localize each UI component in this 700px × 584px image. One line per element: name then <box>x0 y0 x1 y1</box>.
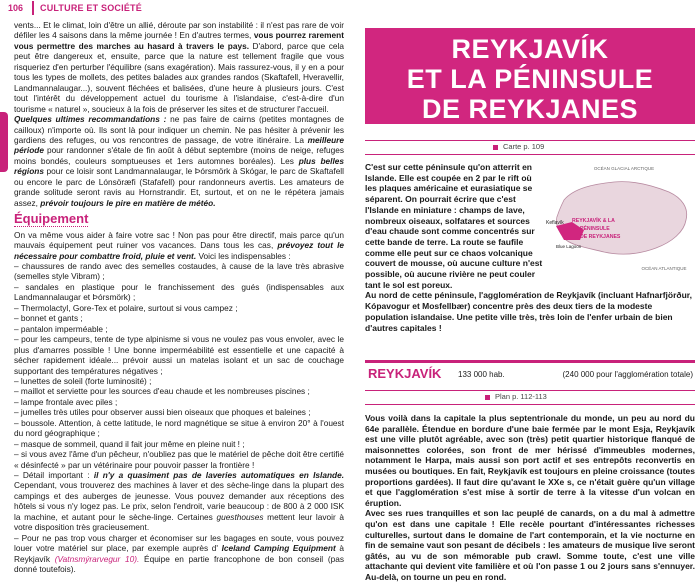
title-line-2: ET LA PÉNINSULE <box>406 64 654 94</box>
list-item: – lunettes de soleil (forte luminosité) ; <box>14 375 152 386</box>
bullet-icon <box>493 145 498 150</box>
list-item: – masque de sommeil, quand il fait jour même en pleine nuit ! ; <box>14 438 245 449</box>
left-column <box>14 20 344 575</box>
list-item: – bonnet et gants ; <box>14 313 83 324</box>
peninsule-label: PÉNINSULE <box>580 226 610 232</box>
intro-paragraph-2: Au nord de cette péninsule, l'agglomération de Reykjavík (incluant Hafnarfjörður, Kópavogur et Mosfellbær) concentre près des deux tiers de la modeste population islandaise. Une petite ville très, très loin de l'enfer urbain de bien d'autres capitales ! <box>365 290 692 333</box>
intro-paragraph-1: C'est sur cette péninsule qu'on atterrit en Islande. Elle est coupée en 2 par le rift où les plaques américaine et eurasiatique se séparent. On pourrait écrire que c'est l'Islande en miniature : champs de lave, nombreux oiseaux, solfatares et sources d'eau chaude sont comme concentrés sur cette bande de terre. La route se faufile comme elle peut sur ce chaos volcanique couvert de mousse, où aucune culture n'est possible, où aucune rivière ne peut couler tant le sol est poreux. <box>365 162 543 290</box>
city-paragraph-2: Avec ses rues tranquilles et son lac peuplé de canards, on a du mal à admettre qu'on est dans une capitale ! Elle recèle pourtant d'intéressantes richesses culturelles, surtout dans le domaine de l'art contemporain, et la vie nocturne en fin de semaine vaut son pesant de décibels : les amateurs de musique live seront gâtés, au vu de son mémorable pub crawl. Somme toute, c'est une ville attachante qui devient vite familière et où l'on passe 1 ou 2 jours sans s'ennuyer. Au-delà, on tourne un peu en rond. <box>365 508 695 582</box>
side-tab <box>0 112 8 172</box>
keflavik-label: Keflavík <box>546 220 564 226</box>
reykjavik-label: REYKJAVÍK & LA <box>572 218 615 224</box>
city-name: REYKJAVÍK <box>368 366 442 381</box>
paragraph-equipment: On va même vous aider à faire votre sac ! Non pas pour être directif, mais parce qu'un mauvais équipement peut ruiner vos vacances. Dans tous les cas, prévoyez tout le nécessaire pour combattre froid, pluie et vent. Voici les indispensables : <box>14 229 344 261</box>
list-item: – lampe frontale avec piles ; <box>14 396 118 407</box>
list-item: – maillot et serviette pour les sources d'eau chaude et les nombreuses piscines ; <box>14 386 310 397</box>
list-item: – sandales en plastique pour le franchissement des gués (indispensables aux Landmannalaugar et Þórsmörk) ; <box>14 281 344 303</box>
paragraph-recommendations: Quelques ultimes recommandations : ne pas faire de cairns (petites montagnes de cailloux) n'importe où. Ils sont là pour indiquer un chemin. Ne pas hésiter à prévenir les gardiens des refuges, ou vos rencontres de passage, de votre itinéraire. La meilleure période pour randonner s'étale de fin août à début septembre (moins de neige, refuges moins bondés, couleurs somptueuses et 1ers automnes boréales). Les plus belles régions pour ce loisir sont Landmannalaugar, le Þórsmörk à Skógar, le parc de Skaftafell ou encore le parc de Lónsöræfi (Stafafell) pour randonneurs avertis. Les amateurs de grande solitude seront ravis au Hornstrandir. Et, surtout, et on ne le répétera jamais assez, prévoir toujours le pire en matière de météo. <box>14 114 345 208</box>
list-item: – chaussures de rando avec des semelles costaudes, à cause de la lave très abrasive (semelles style Vibram) ; <box>14 260 344 282</box>
list-item: – pantalon imperméable ; <box>14 323 108 334</box>
chapter-intro <box>365 162 695 333</box>
list-item: – si vous avez l'âme d'un pêcheur, n'oubliez pas que le matériel de pêche doit être certifié « désinfecté » par un vétérinaire pour pouvoir passer la frontière ! <box>14 449 344 470</box>
plan-reference: Plan p. 112-113 <box>365 390 695 405</box>
paragraph-laundry: – Détail important : il n'y a quasiment pas de laveries automatiques en Islande. Cependant, vous trouverez des machines à laver et des sèche-linge dans la plupart des campings et des auberges de jeunesse. Vous pouvez demander aux réceptions des hôtels si vous n'y logez pas. Le prix, selon l'endroit, varie beaucoup : de 800 à 2 000 ISK la machine, et autant pour le sèche-linge. Certaines guesthouses mettent leur lavoir à votre disposition très gracieusement. <box>14 470 345 533</box>
city-description <box>365 413 695 583</box>
equipment-heading: Équipement <box>14 211 89 227</box>
header-separator <box>32 1 34 15</box>
header-rule <box>365 360 695 363</box>
blue-lagoon-label: Blue Lagoon <box>556 244 582 249</box>
list-item: – jumelles très utiles pour observer aussi bien oiseaux que phoques et baleines ; <box>14 407 311 418</box>
chapter-title <box>365 28 695 124</box>
equipment-list <box>14 261 344 470</box>
ocean-arctic-label: OCÉAN GLACIAL ARCTIQUE <box>593 166 655 171</box>
list-item: – Thermolactyl, Gore-Tex et polaire, surtout si vous campez ; <box>14 302 238 313</box>
title-line-1: REYKJAVÍK <box>451 34 609 64</box>
city-paragraph-1: Vous voilà dans la capitale la plus septentrionale du monde, un peu au nord du 64e parallèle. Étendue en bordure d'une baie fermée par le mont Esja, Reykjavík est une ville plutôt agréable, avec son (très) petit quartier historique flanqué de maisonnettes colorées, son front de mer hérissé d'immeubles modernes, notamment le Harpa, mais aussi son port actif et ses entrepôts reconvertis en musées ou boutiques. En fait, Reykjavík est toujours en pleine croissance (toutes proportions gardées). Il faut dire qu'avant le XXe s, ce n'était guère qu'un village et que l'agglomération s'est mise à sortir de terre à la vitesse d'un volcan en éruption. <box>365 413 695 508</box>
bullet-icon <box>485 395 490 400</box>
ocean-atlantic-label: OCÉAN ATLANTIQUE <box>641 266 687 271</box>
paragraph-intro: vents... Et le climat, loin d'être un allié, déroute par son instabilité : il n'est pas rare de voir défiler les 4 saisons dans la même journée ! En d'autres termes, vous pourrez rarement vous permettre des marches au hasard à travers le pays. D'abord, parce que cela peut être dangereux et, ensuite, parce que la nature est tellement fragile que vous risqueriez d'en perturber l'équilibre (sans exagération). Mais rassurez-vous, il y en a pour tous les types de mollets, des petites balades aux grandes randos (Skaftafell, Hveravellir, Landmannalaugar...), souvent fléchées et balisées, d'une heure à plusieurs jours. C'est tout l'intérêt du développement actuel du tourisme à l'islandaise, c'est-à-dire d'un tourisme « naturel », soucieux à la fois de préserver les sites et de structurer l'accueil. <box>14 20 344 114</box>
list-item: – pour les campeurs, tente de type alpinisme si vous ne voulez pas vous envoler, avec le plus d'amarres possible ! Une bonne imperméabilité est essentielle et une capacité à sécher rapidement idéale... prévoir aussi un matelas isolant et un sac de couchage supportant des températures négatives ; <box>14 334 344 376</box>
city-population: 133 000 hab. <box>458 370 505 379</box>
city-agglomeration: (240 000 pour l'agglomération totale) <box>562 370 693 379</box>
list-item: – boussole. Attention, à cette latitude, le nord magnétique se situe à environ 20° à l'ouest du nord géographique ; <box>14 417 344 439</box>
city-header <box>365 360 695 382</box>
title-line-3: DE REYKJANES <box>421 94 639 124</box>
paragraph-rental: – Pour ne pas trop vous charger et économiser sur les bagages en soute, vous pouvez louer votre matériel sur place, par exemple auprès d' Iceland Camping Equipment à Reykjavík (Vatnsmýrarvegur 10). Équipe en partie francophone de bon conseil (pas donné toutefois). <box>14 532 345 575</box>
section-title: CULTURE ET SOCIÉTÉ <box>40 3 142 13</box>
page-header <box>0 0 355 18</box>
page-number: 106 <box>8 3 24 13</box>
reykjanes-label: DE REYKJANES <box>580 234 621 240</box>
map-reference: Carte p. 109 <box>365 140 695 155</box>
